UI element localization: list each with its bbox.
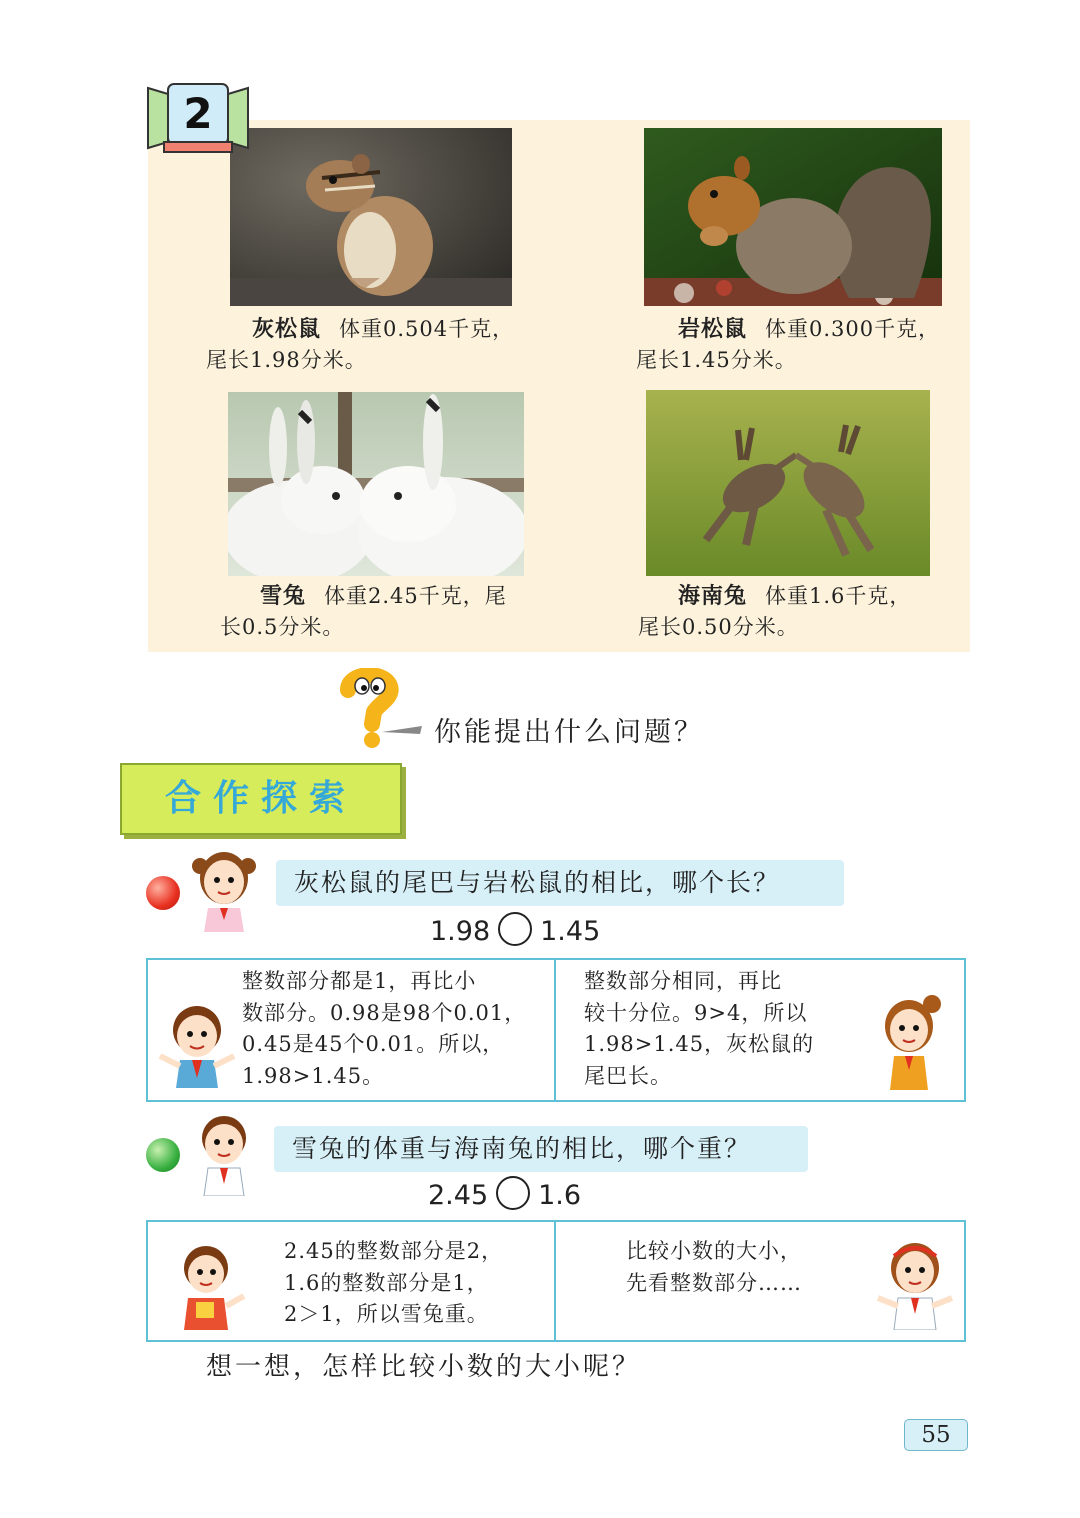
- explain-box-2: [146, 1220, 966, 1342]
- animal-name: 海南兔: [678, 584, 748, 609]
- rock-squirrel-photo: [644, 128, 942, 306]
- think-prompt: 想一想，怎样比较小数的大小呢？: [206, 1352, 642, 1382]
- explain-left-1: 整数部分都是1，再比小 数部分。0.98是98个0.01， 0.45是45个0.01。所以， 1.98>1.45。: [242, 969, 527, 1088]
- girl-avatar: [872, 1236, 958, 1330]
- red-ball-icon: [146, 876, 180, 910]
- section-number-badge: [146, 80, 250, 154]
- left-number: 1.98: [430, 916, 491, 947]
- right-number: 1.6: [538, 1180, 582, 1211]
- question-prompt: 你能提出什么问题？: [434, 717, 704, 748]
- question-bubble-2: 雪兔的体重与海南兔的相比，哪个重？: [274, 1126, 808, 1172]
- comparison-1: [430, 912, 600, 947]
- left-number: 2.45: [428, 1180, 489, 1211]
- question-bubble-1: 灰松鼠的尾巴与岩松鼠的相比，哪个长？: [276, 860, 844, 906]
- boy-avatar: [154, 1000, 240, 1088]
- boy-avatar: [170, 1240, 250, 1330]
- right-number: 1.45: [540, 916, 601, 947]
- section-title-box: [120, 763, 402, 835]
- page-number: 55: [904, 1419, 968, 1451]
- caption-snow-hare: 雪兔 体重2.45千克，尾 长0.5分米。: [220, 584, 507, 639]
- gray-squirrel-photo: [230, 128, 512, 306]
- girl-avatar: [186, 846, 262, 932]
- comparison-2: [428, 1176, 581, 1211]
- caption-hainan-hare: 海南兔 体重1.6千克， 尾长0.50分米。: [638, 584, 912, 639]
- explain-right-1: 整数部分相同，再比 较十分位。9>4，所以 1.98>1.45，灰松鼠的 尾巴长。: [584, 969, 815, 1088]
- explain-right-2: 比较小数的大小， 先看整数部分……: [626, 1239, 802, 1295]
- caption-gray-squirrel: 灰松鼠 体重0.504千克， 尾长1.98分米。: [206, 317, 515, 372]
- animal-panel: [148, 120, 970, 652]
- section-number: 2: [183, 89, 213, 138]
- box-divider: [554, 1222, 556, 1340]
- box-divider: [554, 960, 556, 1100]
- animal-name: 岩松鼠: [678, 317, 748, 342]
- blank-circle[interactable]: [498, 912, 532, 946]
- hainan-hare-photo: [646, 390, 930, 576]
- blank-circle[interactable]: [496, 1176, 530, 1210]
- caption-rock-squirrel: 岩松鼠 体重0.300千克， 尾长1.45分米。: [636, 317, 941, 372]
- section-title: 合作探索: [164, 778, 357, 819]
- girl-avatar: [866, 990, 952, 1090]
- animal-name: 灰松鼠: [252, 317, 322, 342]
- boy-avatar: [186, 1110, 262, 1196]
- snow-hare-photo: [228, 392, 524, 576]
- explain-left-2: 2.45的整数部分是2， 1.6的整数部分是1， 2＞1，所以雪兔重。: [284, 1239, 504, 1326]
- animal-name: 雪兔: [260, 584, 307, 609]
- green-ball-icon: [146, 1138, 180, 1172]
- explain-box-1: [146, 958, 966, 1102]
- question-mark-icon: [334, 668, 424, 750]
